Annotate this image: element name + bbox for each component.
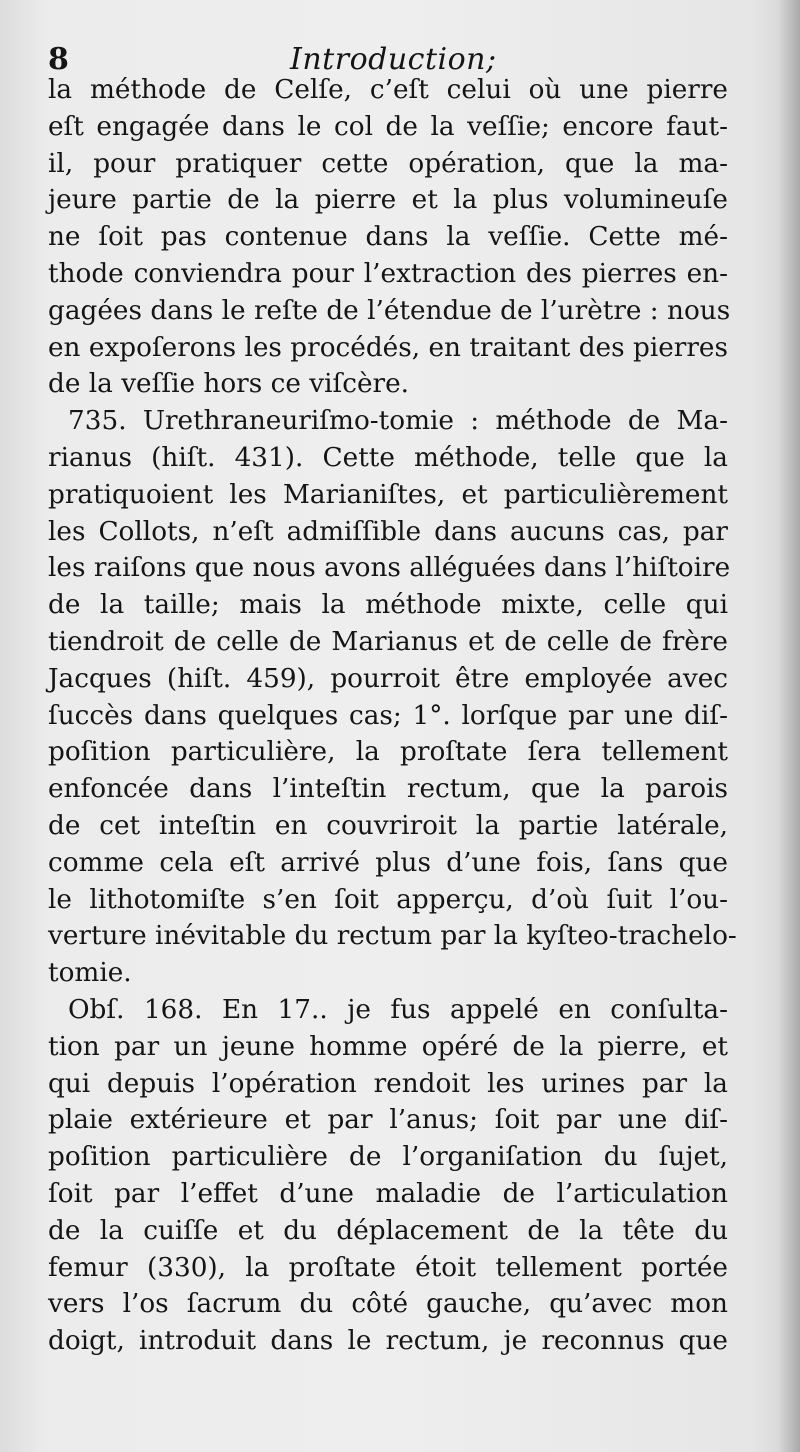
observation-168-start: Obſ. 168. En 17.. je fus appelé en conſulta- (68, 994, 728, 1025)
text-line: thode conviendra pour l’extraction des pierres en- (48, 258, 728, 289)
text-line: rianus (hiſt. 431). Cette méthode, telle que la (48, 442, 728, 473)
text-line: de la taille; mais la méthode mixte, celle qui (48, 590, 728, 621)
text-line: vers l’os ſacrum du côté gauche, qu’avec mon (48, 1289, 728, 1320)
paragraph-735-start: 735. Urethraneuriſmo-tomie : méthode de Ma- (68, 406, 728, 437)
body-text (48, 72, 737, 1360)
text-line: verture inévitable du rectum par la kyſteo-trachelo- (48, 921, 737, 952)
text-line: tiendroit de celle de Marianus et de celle de frère (48, 626, 728, 657)
text-line: ne ſoit pas contenue dans la veſſie. Cette mé- (48, 222, 728, 253)
text-line: de la cuiſſe et du déplacement de la tête du (48, 1215, 728, 1246)
text-line: femur (330), la proſtate étoit tellement portée (48, 1252, 728, 1283)
page-number: 8 (48, 42, 69, 77)
text-line: la méthode de Celſe, c’eſt celui où une pierre (48, 75, 728, 105)
text-line: qui depuis l’opération rendoit les urines par la (48, 1068, 728, 1099)
text-line: ſoit par l’effet d’une maladie de l’articulation (48, 1178, 728, 1209)
text-line: pratiquoient les Marianiſtes, et particulièrement (48, 479, 728, 510)
text-line: il, pour pratiquer cette opération, que la ma- (48, 148, 728, 179)
text-line: le lithotomiſte s’en ſoit apperçu, d’où ſuit l’ou- (48, 884, 728, 915)
text-line: comme cela eſt arrivé plus d’une fois, ſans que (48, 847, 728, 878)
text-line: poſition particulière, la proſtate ſera tellement (48, 737, 728, 768)
text-line: gagées dans le reſte de l’étendue de l’urètre : nous (48, 295, 731, 326)
text-line: en expoſerons les procédés, en traitant des pierres (48, 332, 728, 363)
running-title: Introduction; (290, 42, 497, 77)
text-line: de cet inteſtin en couvriroit la partie latérale, (48, 810, 728, 841)
text-line: ſuccès dans quelques cas; 1°. lorſque par une diſ- (48, 700, 728, 731)
text-line: enfoncée dans l’inteſtin rectum, que la parois (48, 774, 728, 805)
text-line: plaie extérieure et par l’anus; ſoit par une diſ- (48, 1105, 728, 1136)
text-line: Jacques (hiſt. 459), pourroit être employée avec (48, 663, 728, 694)
text-line: doigt, introduit dans le rectum, je reconnus que (48, 1326, 728, 1357)
text-line: les raiſons que nous avons alléguées dans l’hiſtoire (48, 553, 731, 584)
text-line: de la veſſie hors ce viſcère. (48, 369, 410, 400)
text-line: tion par un jeune homme opéré de la pierre, et (48, 1031, 728, 1062)
text-line: poſition particulière de l’organiſation du ſujet, (48, 1142, 728, 1173)
page-edge-shadow (778, 0, 800, 1452)
text-line: tomie. (48, 958, 132, 989)
text-line: eſt engagée dans le col de la veſſie; encore faut- (48, 111, 728, 142)
text-line: les Collots, n’eſt admiſſible dans aucuns cas, par (48, 516, 728, 547)
text-line: jeure partie de la pierre et la plus volumineuſe (48, 185, 728, 216)
